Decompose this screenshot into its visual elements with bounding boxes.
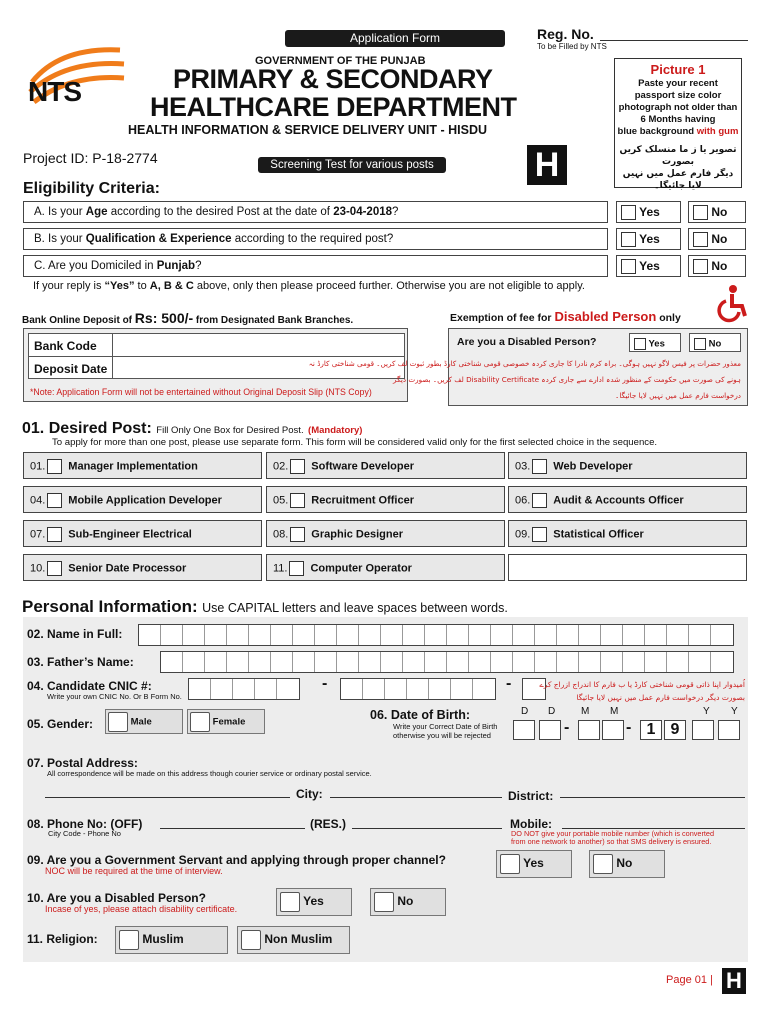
char-box[interactable]: [233, 679, 255, 699]
cnic-urdu1: اُمیدوار اپنا ذاتی قومی شناختی کارڈ یا ب فارم کا اندراج ازراج کرے: [539, 680, 745, 689]
dp-instr: Fill Only One Box for Desired Post.: [156, 425, 304, 436]
checkbox[interactable]: [693, 205, 708, 220]
checkbox[interactable]: [290, 527, 305, 542]
post-name: Recruitment Officer: [311, 494, 414, 507]
checkbox[interactable]: [47, 493, 62, 508]
post-name: Senior Date Processor: [68, 562, 187, 575]
note-abc: A, B & C: [149, 280, 194, 292]
elig-b-yes[interactable]: [616, 228, 681, 250]
gender-female[interactable]: [187, 709, 265, 734]
yes-label: Yes: [303, 894, 324, 909]
post-name: Statistical Officer: [553, 528, 644, 541]
note-yes: “Yes”: [104, 280, 135, 292]
female-label: Female: [212, 716, 246, 728]
cnic-grid-1[interactable]: [188, 678, 300, 700]
ex-end: only: [656, 312, 681, 324]
char-box[interactable]: [513, 652, 535, 672]
nts-logo: [20, 42, 130, 122]
dob-box[interactable]: [539, 720, 561, 740]
bank-heading: [22, 310, 353, 326]
char-box[interactable]: [535, 625, 557, 645]
char-box[interactable]: [183, 625, 205, 645]
dob-header-letter: Y: [703, 706, 710, 717]
qc-end: ?: [195, 260, 202, 272]
ex-no[interactable]: [689, 333, 741, 352]
bank-code-label: Bank Code: [34, 339, 97, 353]
char-box[interactable]: [385, 679, 407, 699]
post-option[interactable]: [266, 554, 505, 581]
qb-end: according to the required post?: [231, 233, 394, 245]
picture-title: Picture 1: [650, 62, 706, 77]
char-box[interactable]: [491, 625, 513, 645]
picture-line3: photograph not older than: [618, 102, 738, 113]
char-box[interactable]: [183, 652, 205, 672]
series-h-badge: H: [527, 145, 567, 185]
dob-header-letter: D: [548, 706, 556, 717]
char-box[interactable]: [293, 625, 315, 645]
char-box[interactable]: [425, 652, 447, 672]
checkbox[interactable]: [289, 561, 304, 576]
char-box[interactable]: [249, 652, 271, 672]
reg-no-field[interactable]: [600, 40, 748, 41]
exemption-heading: [450, 309, 681, 324]
picture-urdu1: تصویر یا ز ما منسلک کریں بصورت: [619, 145, 737, 167]
deposit-date-label: Deposit Date: [34, 362, 108, 376]
picture-line2: passport size color: [634, 90, 722, 101]
checkbox[interactable]: [241, 930, 261, 950]
no-label: No: [708, 338, 722, 350]
char-box[interactable]: [579, 652, 601, 672]
post-number: 07.: [30, 528, 46, 541]
no-label: No: [397, 894, 414, 909]
post-number: 01.: [30, 460, 46, 473]
postal-label: 07. Postal Address:: [27, 756, 138, 770]
dob-box[interactable]: 1: [640, 720, 662, 740]
post-option[interactable]: [508, 486, 747, 513]
pi-sub: Use CAPITAL letters and leave spaces between words.: [202, 601, 508, 615]
exemption-urdu2: ہونے کی صورت میں حکومت کے منظور شدہ ادارے سے جاری کردہ Disability Certificate لف کریں۔ بصورت دیگر: [392, 375, 741, 384]
elig-a-no[interactable]: [688, 201, 746, 223]
picture-box[interactable]: [614, 58, 742, 191]
dob-box[interactable]: [513, 720, 535, 740]
char-box[interactable]: [601, 625, 623, 645]
checkbox[interactable]: [621, 259, 636, 274]
qa-b1: Age: [85, 206, 108, 218]
postal-note: All correspondence will be made on this address though courier service or ordinary postal service.: [47, 769, 372, 778]
char-box[interactable]: [711, 652, 733, 672]
eligibility-heading: Eligibility Criteria:: [23, 180, 160, 197]
checkbox[interactable]: [532, 527, 547, 542]
no-label: No: [711, 232, 728, 246]
disabled-note: Incase of yes, please attach disability certificate.: [45, 904, 238, 914]
footer-series-badge: H: [722, 968, 746, 994]
govt-heading: GOVERNMENT OF THE PUNJAB: [255, 55, 426, 67]
picture-line5b: with gum: [696, 126, 739, 137]
note-pre: If your reply is: [33, 280, 105, 292]
govt-servant-note: NOC will be required at the time of interview.: [45, 866, 223, 876]
district-label: District:: [508, 789, 554, 803]
bank-rs: Rs: 500/-: [134, 310, 194, 326]
no-label: No: [711, 259, 728, 273]
dob-header-letter: Y: [731, 706, 738, 717]
char-box[interactable]: [425, 625, 447, 645]
dob-dash: -: [564, 719, 570, 736]
dob-header-letter: M: [610, 706, 619, 717]
char-box[interactable]: [337, 625, 359, 645]
qc-pre: C. Are you Domiciled in: [34, 260, 157, 272]
male-label: Male: [130, 716, 152, 728]
dp-mandatory: (Mandatory): [308, 425, 363, 436]
post-number: 04.: [30, 494, 46, 507]
yes-label: Yes: [639, 232, 660, 246]
phone-off-line[interactable]: [160, 828, 305, 829]
logo-text: NTS: [28, 76, 81, 107]
char-box[interactable]: [711, 625, 733, 645]
res-label: (RES.): [310, 817, 346, 831]
dob-box[interactable]: 9: [664, 720, 686, 740]
checkbox[interactable]: [290, 459, 305, 474]
exemption-urdu1: معذور حضرات پر فیس لاگو نہیں ہوگی۔ براہ کرم نادرا کا جاری کردہ خصوصی قومی شناختی کارڈ بطور ثبوت لف کریں۔ قومی شناختی کارڈ نہ: [308, 359, 741, 368]
char-box[interactable]: [293, 652, 315, 672]
eligibility-note: [33, 280, 585, 292]
muslim-label: Muslim: [142, 932, 184, 947]
char-box[interactable]: [451, 679, 473, 699]
cnic-note: Write your own CNIC No. Or B Form No.: [47, 692, 182, 701]
char-box[interactable]: [161, 625, 183, 645]
char-box[interactable]: [359, 652, 381, 672]
qb-pre: B. Is your: [34, 233, 86, 245]
govt-yes[interactable]: [496, 850, 572, 878]
govt-servant-label: 09. Are you a Government Servant and applying through proper channel?: [27, 853, 446, 867]
char-box[interactable]: [315, 652, 337, 672]
post-name: Audit & Accounts Officer: [553, 494, 684, 507]
char-box[interactable]: [337, 652, 359, 672]
char-box[interactable]: [469, 625, 491, 645]
yes-label: Yes: [523, 856, 544, 871]
eligibility-row-b: [23, 228, 608, 250]
no-label: No: [616, 856, 633, 871]
picture-line5a: blue background: [617, 126, 697, 137]
post-name: Graphic Designer: [311, 528, 403, 541]
char-box[interactable]: [381, 652, 403, 672]
reg-no-label: Reg. No.: [537, 26, 594, 42]
bank-pre: Bank Online Deposit of: [22, 315, 135, 326]
char-box[interactable]: [623, 652, 645, 672]
char-box[interactable]: [447, 625, 469, 645]
qa-mid: according to the desired Post at the date of: [107, 206, 334, 218]
father-grid[interactable]: [160, 651, 734, 673]
char-box[interactable]: [689, 625, 711, 645]
postal-line-1[interactable]: [45, 797, 290, 798]
non-muslim-label: Non Muslim: [264, 932, 333, 947]
page-number: Page 01 |: [666, 974, 713, 986]
dob-header-letter: D: [521, 706, 529, 717]
elig-a-yes[interactable]: [616, 201, 681, 223]
char-box[interactable]: [645, 652, 667, 672]
char-box[interactable]: [473, 679, 495, 699]
cnic-dash-1: -: [322, 675, 328, 692]
char-box[interactable]: [227, 652, 249, 672]
char-box[interactable]: [205, 652, 227, 672]
personal-heading: [22, 597, 508, 617]
checkbox[interactable]: [693, 232, 708, 247]
yes-label: Yes: [639, 259, 660, 273]
post-name: Web Developer: [553, 460, 633, 473]
checkbox[interactable]: [280, 892, 300, 912]
char-box[interactable]: [557, 625, 579, 645]
note-mid: to: [134, 280, 150, 292]
exemption-question: Are you a Disabled Person?: [457, 336, 597, 348]
char-box[interactable]: [139, 625, 161, 645]
char-box[interactable]: [579, 625, 601, 645]
dob-header-letter: M: [581, 706, 590, 717]
char-box[interactable]: [363, 679, 385, 699]
post-option[interactable]: [23, 554, 262, 581]
qa-pre: A. Is your: [34, 206, 86, 218]
checkbox[interactable]: [119, 930, 139, 950]
eligibility-row-a: [23, 201, 608, 223]
post-option[interactable]: [266, 520, 505, 547]
city-label: City:: [296, 787, 323, 801]
post-option[interactable]: [266, 486, 505, 513]
phone-label: 08. Phone No: (OFF): [27, 817, 143, 831]
ex-red: Disabled Person: [554, 309, 657, 324]
dob-dash: -: [626, 719, 632, 736]
cnic-grid-2[interactable]: [340, 678, 496, 700]
cnic-dash-2: -: [506, 675, 512, 692]
dob-box[interactable]: [692, 720, 714, 740]
reg-no-note: To be Filled by NTS: [537, 42, 607, 51]
qa-b2: 23-04-2018: [333, 206, 393, 218]
char-box[interactable]: [189, 679, 211, 699]
post-number: 09.: [515, 528, 531, 541]
elig-c-no[interactable]: [688, 255, 746, 277]
post-number: 10.: [30, 562, 46, 575]
phone-res-line[interactable]: [352, 828, 502, 829]
char-box[interactable]: [601, 652, 623, 672]
religion-non-muslim[interactable]: [237, 926, 350, 954]
elig-c-yes[interactable]: [616, 255, 681, 277]
gender-male[interactable]: [105, 709, 183, 734]
checkbox[interactable]: [694, 338, 706, 350]
checkbox[interactable]: [532, 493, 547, 508]
checkbox[interactable]: [108, 712, 128, 732]
father-label: 03. Father’s Name:: [27, 655, 134, 669]
checkbox[interactable]: [290, 493, 305, 508]
char-box[interactable]: [271, 652, 293, 672]
eligibility-row-c: [23, 255, 608, 277]
char-box[interactable]: [623, 625, 645, 645]
char-box[interactable]: [227, 625, 249, 645]
qa-end: ?: [392, 206, 399, 218]
dob-box[interactable]: [602, 720, 624, 740]
picture-line4: 6 Months having: [640, 114, 716, 125]
checkbox[interactable]: [532, 459, 547, 474]
char-box[interactable]: [205, 625, 227, 645]
char-box[interactable]: [429, 679, 451, 699]
qc-b1: Punjab: [156, 260, 196, 272]
qb-b1: Qualification & Experience: [85, 233, 232, 245]
post-option[interactable]: [23, 520, 262, 547]
disabled-no[interactable]: [370, 888, 446, 916]
disabled-yes[interactable]: [276, 888, 352, 916]
post-option[interactable]: [508, 520, 747, 547]
pi-heading: Personal Information:: [22, 597, 198, 616]
mobile-note1: DO NOT give your portable mobile number (which is converted: [511, 829, 715, 838]
post-option[interactable]: [23, 486, 262, 513]
char-box[interactable]: [359, 625, 381, 645]
yes-label: Yes: [639, 205, 660, 219]
post-empty-cell: [508, 554, 747, 581]
dob-box[interactable]: [718, 720, 740, 740]
checkbox[interactable]: [500, 854, 520, 874]
govt-no[interactable]: [589, 850, 665, 878]
post-name: Manager Implementation: [68, 460, 198, 473]
checkbox[interactable]: [374, 892, 394, 912]
post-name: Mobile Application Developer: [68, 494, 222, 507]
char-box[interactable]: [277, 679, 299, 699]
char-box[interactable]: [535, 652, 557, 672]
dp-heading: 01. Desired Post:: [22, 420, 152, 437]
post-number: 02.: [273, 460, 289, 473]
post-number: 08.: [273, 528, 289, 541]
dob-label: 06. Date of Birth:: [370, 708, 471, 722]
char-box[interactable]: [447, 652, 469, 672]
wheelchair-icon: [712, 284, 750, 327]
religion-muslim[interactable]: [115, 926, 228, 954]
bank-end: from Designated Bank Branches.: [193, 315, 354, 326]
char-box[interactable]: [513, 625, 535, 645]
desired-post-heading: [22, 420, 362, 438]
char-box[interactable]: [161, 652, 183, 672]
char-box[interactable]: [491, 652, 513, 672]
char-box[interactable]: [645, 625, 667, 645]
checkbox[interactable]: [47, 527, 62, 542]
elig-b-no[interactable]: [688, 228, 746, 250]
mobile-label: Mobile:: [510, 817, 552, 831]
note-end: above, only then please proceed further. Otherwise you are not eligible to apply.: [193, 280, 585, 292]
post-option[interactable]: [23, 452, 262, 479]
title-line-2: HEALTHCARE DEPARTMENT: [150, 92, 517, 122]
exemption-urdu3: درخواست فارم عمل میں نہیں لایا جائیگا۔: [615, 391, 741, 400]
post-name: Computer Operator: [310, 562, 412, 575]
name-label: 02. Name in Full:: [27, 627, 123, 641]
checkbox[interactable]: [190, 712, 210, 732]
gender-label: 05. Gender:: [27, 717, 94, 731]
religion-label: 11. Religion:: [27, 932, 98, 946]
post-number: 03.: [515, 460, 531, 473]
post-option[interactable]: [508, 452, 747, 479]
char-box[interactable]: [341, 679, 363, 699]
cnic-label: 04. Candidate CNIC #:: [27, 679, 152, 693]
char-box[interactable]: [315, 625, 337, 645]
subtitle: HEALTH INFORMATION & SERVICE DELIVERY UNIT - HISDU: [128, 123, 488, 137]
title-line-1: PRIMARY & SECONDARY: [173, 64, 493, 94]
yes-label: Yes: [648, 338, 665, 350]
char-box[interactable]: [271, 625, 293, 645]
name-grid[interactable]: [138, 624, 734, 646]
checkbox[interactable]: [621, 205, 636, 220]
ex-pre: Exemption of fee for: [450, 312, 555, 324]
post-number: 06.: [515, 494, 531, 507]
district-line[interactable]: [560, 797, 745, 798]
char-box[interactable]: [403, 652, 425, 672]
post-number: 11.: [273, 562, 288, 575]
checkbox[interactable]: [634, 338, 646, 350]
disabled-label: 10. Are you a Disabled Person?: [27, 891, 206, 905]
dob-note2: otherwise you will be rejected: [393, 731, 491, 740]
char-box[interactable]: [557, 652, 579, 672]
checkbox[interactable]: [47, 459, 62, 474]
char-box[interactable]: [689, 652, 711, 672]
desired-post-sub: To apply for more than one post, please use separate form. This form will be considered valid only for the first selected choice in the sequence.: [52, 437, 658, 448]
picture-urdu2: دیگر فارم عمل میں نہیں لایا جائیگا۔: [622, 169, 734, 191]
checkbox[interactable]: [593, 854, 613, 874]
bank-code-input[interactable]: [114, 334, 404, 355]
exemption-box: [308, 328, 748, 406]
ex-yes[interactable]: [629, 333, 681, 352]
checkbox[interactable]: [621, 232, 636, 247]
no-label: No: [711, 205, 728, 219]
char-box[interactable]: [249, 625, 271, 645]
city-line[interactable]: [330, 797, 502, 798]
screening-pill: Screening Test for various posts: [258, 157, 446, 173]
char-box[interactable]: [255, 679, 277, 699]
dob-box[interactable]: [578, 720, 600, 740]
char-box[interactable]: [403, 625, 425, 645]
cnic-urdu2: بصورت دیگر درخواست فارم عمل میں نہیں لایا جائیگا: [576, 693, 745, 702]
phone-note: City Code - Phone No: [48, 829, 121, 838]
bank-note: *Note: Application Form will not be entertained without Original Deposit Slip (NTS Copy): [30, 387, 372, 397]
char-box[interactable]: [469, 652, 491, 672]
post-name: Sub-Engineer Electrical: [68, 528, 192, 541]
post-option[interactable]: [266, 452, 505, 479]
project-id: Project ID: P-18-2774: [23, 150, 158, 166]
checkbox[interactable]: [693, 259, 708, 274]
mobile-note2: from one network to another) so that SMS delivery is ensured.: [511, 837, 712, 846]
checkbox[interactable]: [47, 561, 62, 576]
post-number: 05.: [273, 494, 289, 507]
post-name: Software Developer: [311, 460, 414, 473]
dob-note1: Write your Correct Date of Birth: [393, 722, 498, 731]
char-box[interactable]: [381, 625, 403, 645]
char-box[interactable]: [667, 652, 689, 672]
application-form-pill: Application Form: [285, 30, 505, 47]
picture-line1: Paste your recent: [638, 78, 718, 89]
char-box[interactable]: [407, 679, 429, 699]
char-box[interactable]: [211, 679, 233, 699]
char-box[interactable]: [667, 625, 689, 645]
